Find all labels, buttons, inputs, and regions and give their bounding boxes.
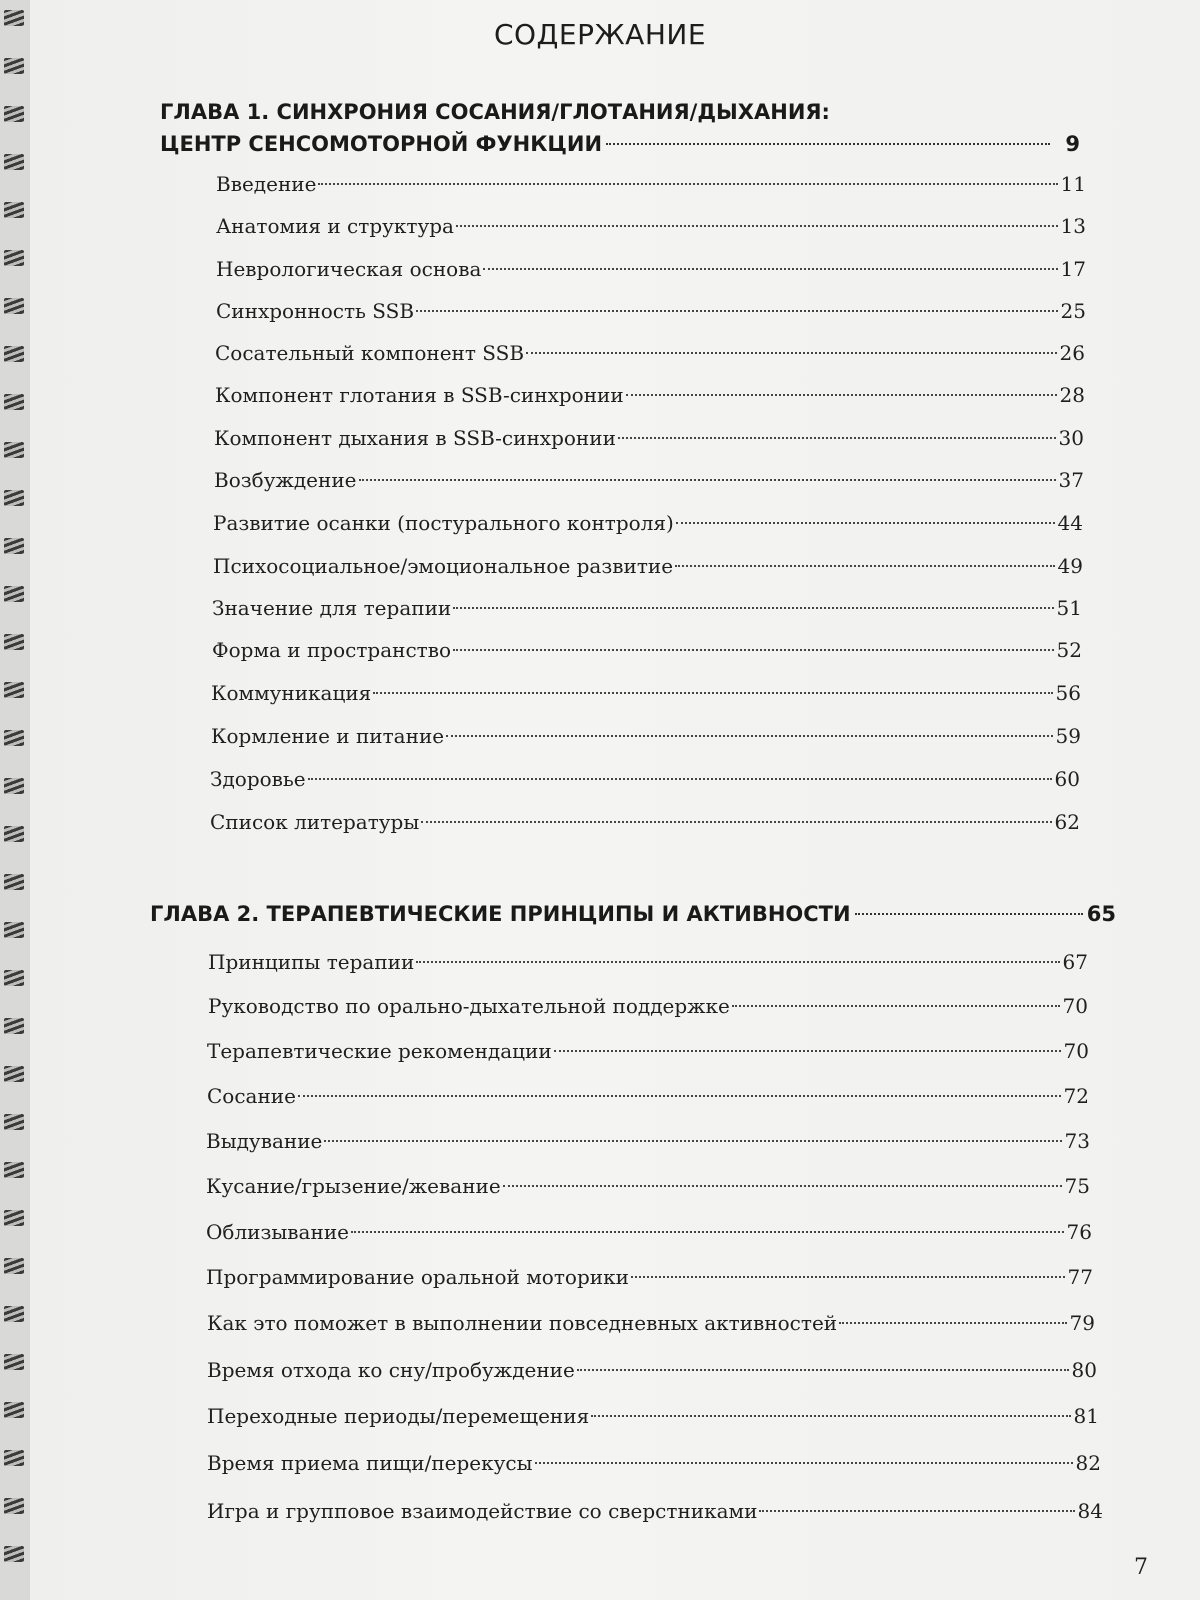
chapter-1-page: 9 bbox=[1065, 132, 1080, 156]
spiral-ring bbox=[4, 154, 24, 170]
toc-entry-page: 84 bbox=[1077, 1499, 1103, 1523]
toc-entry-label: Сосание bbox=[207, 1084, 296, 1108]
toc-entry bbox=[215, 341, 1085, 365]
toc-entry bbox=[207, 1084, 1089, 1108]
toc-entry bbox=[211, 681, 1081, 705]
toc-entry bbox=[207, 1404, 1099, 1428]
toc-entry-label: Значение для терапии bbox=[212, 596, 452, 620]
chapter-1-heading bbox=[160, 96, 1080, 160]
toc-entry-label: Терапевтические рекомендации bbox=[207, 1039, 552, 1063]
dot-leader bbox=[373, 692, 1053, 694]
dot-leader bbox=[535, 1462, 1073, 1464]
spiral-ring bbox=[4, 730, 24, 746]
spiral-ring bbox=[4, 106, 24, 122]
toc-entry-page: 59 bbox=[1055, 724, 1081, 748]
toc-entry bbox=[206, 1220, 1092, 1244]
toc-entry bbox=[207, 1039, 1089, 1063]
toc-entry-page: 25 bbox=[1060, 299, 1086, 323]
dot-leader bbox=[308, 778, 1052, 780]
spiral-ring bbox=[4, 1162, 24, 1178]
toc-entry-page: 77 bbox=[1067, 1265, 1093, 1289]
toc-entry-label: Развитие осанки (постурального контроля) bbox=[213, 511, 674, 535]
spiral-ring bbox=[4, 346, 24, 362]
dot-leader bbox=[446, 735, 1053, 737]
toc-entry-label: Психосоциальное/эмоциональное развитие bbox=[213, 554, 674, 578]
spiral-ring bbox=[4, 250, 24, 266]
chapter-2-heading bbox=[150, 898, 1116, 930]
dot-leader bbox=[416, 310, 1058, 312]
spiral-ring bbox=[4, 1546, 24, 1562]
toc-entry-page: 75 bbox=[1064, 1174, 1090, 1198]
dot-leader bbox=[839, 1322, 1067, 1324]
spiral-ring bbox=[4, 394, 24, 410]
dot-leader bbox=[298, 1095, 1061, 1097]
spiral-ring bbox=[4, 490, 24, 506]
dot-leader bbox=[675, 565, 1055, 567]
dot-leader bbox=[618, 437, 1056, 439]
toc-entry-page: 26 bbox=[1059, 341, 1085, 365]
toc-entry bbox=[206, 1174, 1090, 1198]
toc-entry-page: 49 bbox=[1057, 554, 1083, 578]
toc-entry-page: 30 bbox=[1058, 426, 1084, 450]
spiral-ring bbox=[4, 1066, 24, 1082]
spiral-ring bbox=[4, 778, 24, 794]
chapter-1-heading-line2 bbox=[160, 128, 1080, 160]
toc-entry bbox=[206, 1265, 1093, 1289]
toc-entry-label: Компонент глотания в SSB-синхронии bbox=[215, 383, 624, 407]
chapter-2-heading-line1 bbox=[150, 898, 1116, 930]
spiral-ring bbox=[4, 1258, 24, 1274]
toc-entry-label: Коммуникация bbox=[211, 681, 372, 705]
spiral-ring bbox=[4, 298, 24, 314]
toc-entry-page: 51 bbox=[1056, 596, 1082, 620]
toc-entry-page: 60 bbox=[1054, 767, 1080, 791]
spiral-ring bbox=[4, 1498, 24, 1514]
toc-entry-page: 44 bbox=[1057, 511, 1083, 535]
toc-entry bbox=[207, 1358, 1097, 1382]
dot-leader bbox=[554, 1050, 1061, 1052]
dot-leader bbox=[631, 1276, 1065, 1278]
spiral-ring bbox=[4, 442, 24, 458]
spiral-ring bbox=[4, 1210, 24, 1226]
dot-leader bbox=[626, 394, 1057, 396]
toc-entry bbox=[214, 426, 1084, 450]
toc-entry-label: Кусание/грызение/жевание bbox=[206, 1174, 501, 1198]
toc-entry-page: 62 bbox=[1054, 810, 1080, 834]
toc-entry bbox=[206, 1129, 1090, 1153]
dot-leader bbox=[359, 479, 1057, 481]
dot-leader bbox=[416, 961, 1060, 963]
toc-entry-label: Возбуждение bbox=[214, 468, 357, 492]
spiral-ring bbox=[4, 58, 24, 74]
toc-entry-page: 52 bbox=[1056, 638, 1082, 662]
toc-entry-page: 17 bbox=[1060, 257, 1086, 281]
dot-leader bbox=[591, 1415, 1071, 1417]
toc-entry bbox=[212, 638, 1082, 662]
spiral-ring bbox=[4, 826, 24, 842]
toc-entry bbox=[208, 950, 1088, 974]
toc-entry-label: Анатомия и структура bbox=[216, 214, 454, 238]
toc-entry-page: 67 bbox=[1062, 950, 1088, 974]
dot-leader bbox=[759, 1510, 1075, 1512]
spiral-ring bbox=[4, 1450, 24, 1466]
dot-leader bbox=[676, 522, 1055, 524]
toc-entry bbox=[207, 1311, 1095, 1335]
toc-entry bbox=[211, 724, 1081, 748]
toc-entry-label: Время отхода ко сну/пробуждение bbox=[207, 1358, 575, 1382]
toc-entry bbox=[216, 214, 1086, 238]
toc-entry-page: 80 bbox=[1071, 1358, 1097, 1382]
toc-entry-page: 73 bbox=[1064, 1129, 1090, 1153]
chapter-2-title: ГЛАВА 2. ТЕРАПЕВТИЧЕСКИЕ ПРИНЦИПЫ И АКТИВНОСТИ bbox=[150, 902, 851, 926]
toc-entry-page: 76 bbox=[1066, 1220, 1092, 1244]
toc-entry bbox=[216, 299, 1086, 323]
toc-entry-label: Как это поможет в выполнении повседневных активностей bbox=[207, 1311, 838, 1335]
toc-entry bbox=[213, 511, 1083, 535]
dot-leader bbox=[503, 1185, 1062, 1187]
toc-entry bbox=[216, 172, 1086, 196]
dot-leader bbox=[453, 607, 1054, 609]
spiral-ring bbox=[4, 634, 24, 650]
dot-leader bbox=[421, 821, 1052, 823]
toc-entry-label: Введение bbox=[216, 172, 317, 196]
toc-entry-label: Переходные периоды/перемещения bbox=[207, 1404, 590, 1428]
dot-leader bbox=[855, 913, 1083, 915]
chapter-1-title-line2: ЦЕНТР СЕНСОМОТОРНОЙ ФУНКЦИИ bbox=[160, 132, 603, 156]
dot-leader bbox=[351, 1231, 1064, 1233]
dot-leader bbox=[453, 649, 1054, 651]
toc-entry-label: Кормление и питание bbox=[211, 724, 445, 748]
toc-entry-label: Руководство по орально-дыхательной поддержке bbox=[208, 994, 730, 1018]
toc-entry-label: Неврологическая основа bbox=[216, 257, 482, 281]
page-number: 7 bbox=[1134, 1555, 1148, 1580]
toc-entry-label: Выдувание bbox=[206, 1129, 323, 1153]
spiral-ring bbox=[4, 970, 24, 986]
dot-leader bbox=[483, 268, 1058, 270]
toc-entry-label: Время приема пищи/перекусы bbox=[207, 1451, 533, 1475]
toc-entry-page: 79 bbox=[1069, 1311, 1095, 1335]
toc-entry bbox=[212, 596, 1082, 620]
spiral-ring bbox=[4, 202, 24, 218]
dot-leader bbox=[732, 1005, 1060, 1007]
toc-entry-label: Игра и групповое взаимодействие со сверстниками bbox=[207, 1499, 758, 1523]
toc-entry-label: Принципы терапии bbox=[208, 950, 415, 974]
spiral-ring bbox=[4, 682, 24, 698]
spiral-ring bbox=[4, 1114, 24, 1130]
toc-entry-label: Облизывание bbox=[206, 1220, 349, 1244]
spiral-binding bbox=[0, 0, 30, 1600]
toc-entry bbox=[214, 468, 1084, 492]
toc-entry bbox=[207, 1499, 1103, 1523]
spiral-ring bbox=[4, 1402, 24, 1418]
toc-entry-page: 70 bbox=[1062, 994, 1088, 1018]
toc-entry-page: 11 bbox=[1060, 172, 1086, 196]
chapter-1-title-line1: ГЛАВА 1. СИНХРОНИЯ СОСАНИЯ/ГЛОТАНИЯ/ДЫХАНИЯ: bbox=[160, 100, 830, 124]
toc-entry-label: Сосательный компонент SSB bbox=[215, 341, 525, 365]
toc-entry bbox=[207, 1451, 1101, 1475]
chapter-2-page: 65 bbox=[1086, 902, 1116, 926]
toc-entry bbox=[215, 383, 1085, 407]
toc-entry-label: Форма и пространство bbox=[212, 638, 452, 662]
toc-entry-label: Компонент дыхания в SSB-синхронии bbox=[214, 426, 616, 450]
toc-entry-label: Программирование оральной моторики bbox=[206, 1265, 629, 1289]
dot-leader bbox=[456, 225, 1058, 227]
page-title: СОДЕРЖАНИЕ bbox=[493, 18, 707, 51]
toc-entry-page: 37 bbox=[1058, 468, 1084, 492]
toc-entry-page: 70 bbox=[1063, 1039, 1089, 1063]
toc-entry-page: 81 bbox=[1073, 1404, 1099, 1428]
spiral-ring bbox=[4, 922, 24, 938]
dot-leader bbox=[577, 1369, 1069, 1371]
toc-entry bbox=[216, 257, 1086, 281]
toc-entry-label: Здоровье bbox=[210, 767, 306, 791]
toc-entry-label: Список литературы bbox=[210, 810, 420, 834]
dot-leader bbox=[526, 352, 1057, 354]
toc-entry bbox=[213, 554, 1083, 578]
toc-entry-page: 28 bbox=[1059, 383, 1085, 407]
toc-entry-page: 82 bbox=[1075, 1451, 1101, 1475]
spiral-ring bbox=[4, 586, 24, 602]
spiral-ring bbox=[4, 1018, 24, 1034]
dot-leader bbox=[324, 1140, 1062, 1142]
dot-leader bbox=[606, 143, 1050, 145]
toc-entry bbox=[210, 767, 1080, 791]
toc-entry-page: 72 bbox=[1063, 1084, 1089, 1108]
toc-entry bbox=[210, 810, 1080, 834]
dot-leader bbox=[318, 183, 1058, 185]
toc-entry bbox=[208, 994, 1088, 1018]
toc-entry-label: Синхронность SSB bbox=[216, 299, 415, 323]
toc-entry-page: 13 bbox=[1060, 214, 1086, 238]
toc-entry-page: 56 bbox=[1055, 681, 1081, 705]
spiral-ring bbox=[4, 1306, 24, 1322]
spiral-ring bbox=[4, 1354, 24, 1370]
spiral-ring bbox=[4, 874, 24, 890]
chapter-1-heading-line1 bbox=[160, 96, 1080, 128]
spiral-ring bbox=[4, 538, 24, 554]
